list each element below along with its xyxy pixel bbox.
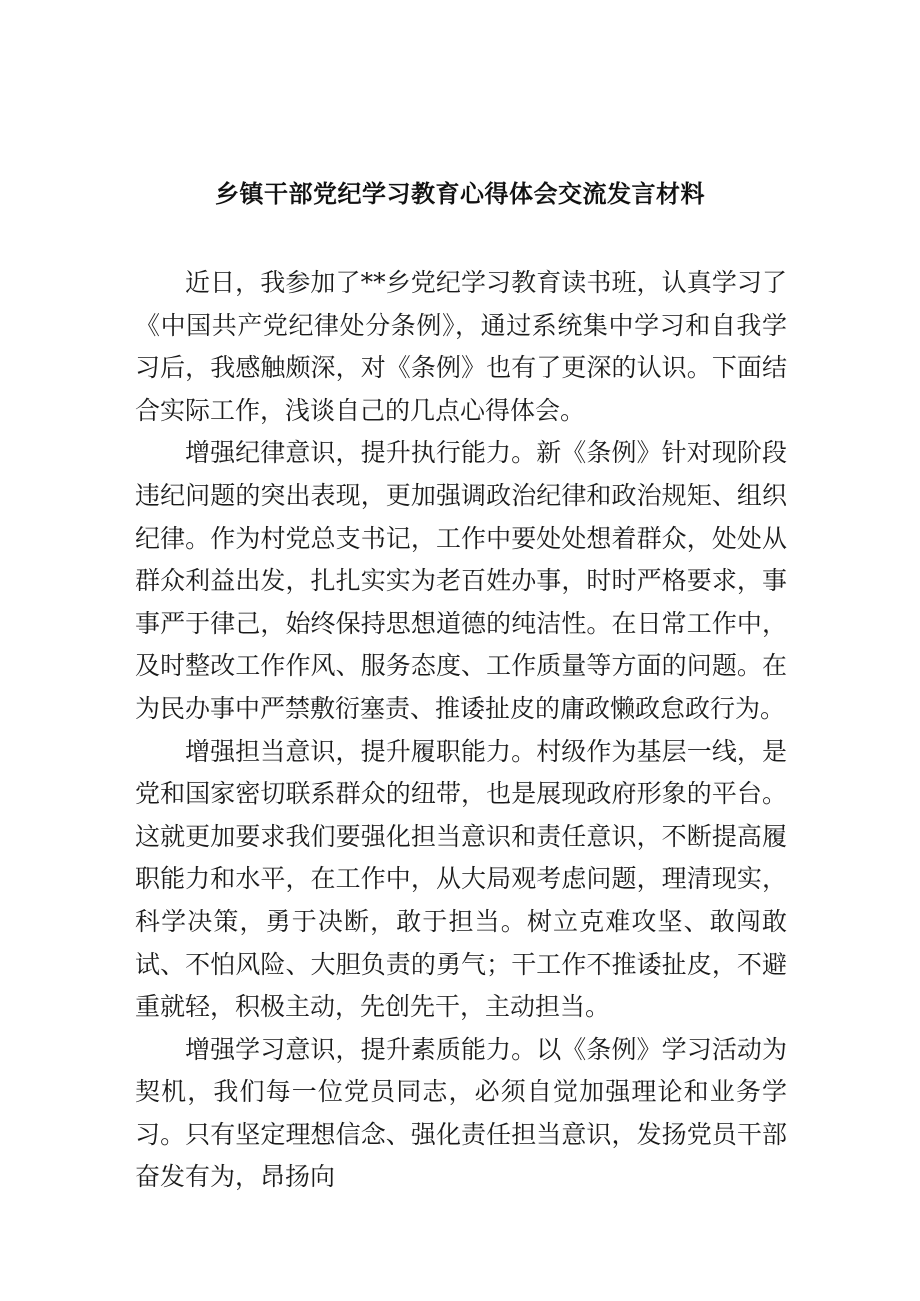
paragraph-discipline-awareness: 增强纪律意识，提升执行能力。新《条例》针对现阶段违纪问题的突出表现，更加强调政治纪律和政治规矩、组织纪律。作为村党总支书记，工作中要处处想着群众，处处从群众利益出发，扎扎实实为老百姓办事，时时严格要求，事事严于律己，始终保持思想道德的纯洁性。在日常工作中，及时整改工作作风、服务态度、工作质量等方面的问题。在为民办事中严禁敷衍塞责、推诿扯皮的庸政懒政怠政行为。 <box>135 438 787 723</box>
paragraph-intro: 近日，我参加了**乡党纪学习教育读书班，认真学习了《中国共产党纪律处分条例》，通过系统集中学习和自我学习后，我感触颇深，对《条例》也有了更深的认识。下面结合实际工作，浅谈自己的几点心得体会。 <box>135 268 787 425</box>
paragraph-learning-awareness: 增强学习意识，提升素质能力。以《条例》学习活动为契机，我们每一位党员同志，必须自觉加强理论和业务学习。只有坚定理想信念、强化责任担当意识，发扬党员干部奋发有为，昂扬向 <box>135 1034 787 1192</box>
paragraph-responsibility-awareness: 增强担当意识，提升履职能力。村级作为基层一线，是党和国家密切联系群众的纽带，也是展现政府形象的平台。这就更加要求我们要强化担当意识和责任意识，不断提高履职能力和水平，在工作中，从大局观考虑问题，理清现实，科学决策，勇于决断，敢于担当。树立克难攻坚、敢闯敢试、不怕风险、大胆负责的勇气；干工作不推诿扯皮，不避重就轻，积极主动，先创先干，主动担当。 <box>135 736 787 1022</box>
document-title: 乡镇干部党纪学习教育心得体会交流发言材料 <box>215 180 705 208</box>
document-body <box>135 262 787 1199</box>
